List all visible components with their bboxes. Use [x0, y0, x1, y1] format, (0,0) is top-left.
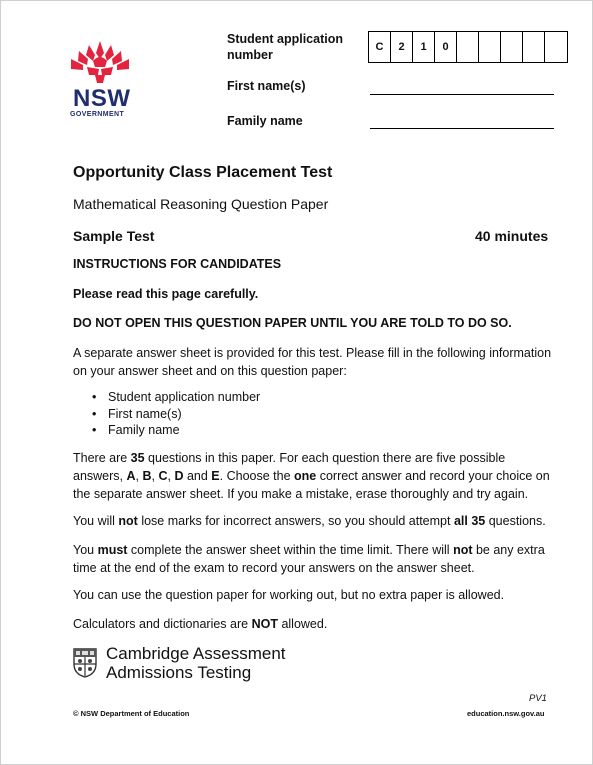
calculators-paragraph: Calculators and dictionaries are NOT allowed.	[73, 617, 328, 631]
info-bullet-list	[90, 389, 260, 439]
app-number-cell[interactable]: 2	[391, 32, 413, 62]
cambridge-assessment-logo	[73, 644, 286, 682]
page-subtitle: Mathematical Reasoning Question Paper	[73, 196, 329, 212]
time-limit-paragraph: You must complete the answer sheet within the time limit. There will not be any extra time at the end of the exam to record your answers on the answer sheet.	[73, 543, 545, 575]
nsw-logo-text: NSW	[73, 85, 131, 112]
marks-paragraph: You will not lose marks for incorrect answers, so you should attempt all 35 questions.	[73, 514, 546, 528]
waratah-flower-icon	[65, 39, 135, 85]
app-number-cell[interactable]	[523, 32, 545, 62]
instructions-heading: INSTRUCTIONS FOR CANDIDATES	[73, 257, 282, 271]
first-name-label: First name(s)	[227, 79, 306, 93]
family-name-line[interactable]	[370, 128, 554, 129]
list-item: • First name(s)	[90, 406, 260, 423]
footer-website: education.nsw.gov.au	[467, 709, 545, 718]
app-number-cell[interactable]: 1	[413, 32, 435, 62]
government-logo-text: GOVERNMENT	[70, 111, 125, 118]
list-item: • Student application number	[90, 389, 260, 406]
app-number-cell[interactable]	[479, 32, 501, 62]
student-application-number-label: Student application number	[227, 32, 343, 62]
answer-sheet-paragraph: A separate answer sheet is provided for this test. Please fill in the following information on your answer sheet and on this question paper:	[73, 346, 552, 378]
app-number-cell[interactable]: 0	[435, 32, 457, 62]
cambridge-line-1: Cambridge Assessment	[106, 644, 286, 663]
app-number-cell[interactable]	[501, 32, 523, 62]
shield-crest-icon	[73, 648, 97, 678]
application-number-boxes[interactable]	[368, 31, 568, 63]
read-carefully-text: Please read this page carefully.	[73, 287, 259, 301]
nsw-government-logo	[65, 39, 147, 118]
list-item: • Family name	[90, 422, 260, 439]
cambridge-line-2: Admissions Testing	[106, 663, 252, 682]
app-number-cell[interactable]	[545, 32, 567, 62]
duration-label: 40 minutes	[475, 228, 549, 244]
working-out-paragraph: You can use the question paper for working out, but no extra paper is allowed.	[73, 588, 505, 602]
footer-copyright: © NSW Department of Education	[73, 709, 190, 718]
family-name-label: Family name	[227, 114, 303, 128]
do-not-open-warning: DO NOT OPEN THIS QUESTION PAPER UNTIL YOU ARE TOLD TO DO SO.	[73, 316, 512, 330]
app-number-cell[interactable]: C	[369, 32, 391, 62]
page-code: PV1	[529, 693, 547, 704]
first-name-line[interactable]	[370, 94, 554, 95]
sample-test-label: Sample Test	[73, 228, 155, 244]
app-number-cell[interactable]	[457, 32, 479, 62]
questions-paragraph: There are 35 questions in this paper. For each question there are five possible answers, A, B, C, D and E. Choose the one correct answer and record your choice on the separate answer sheet. If you make a mistake, erase thoroughly and try again.	[73, 451, 550, 501]
page-title: Opportunity Class Placement Test	[73, 164, 333, 181]
